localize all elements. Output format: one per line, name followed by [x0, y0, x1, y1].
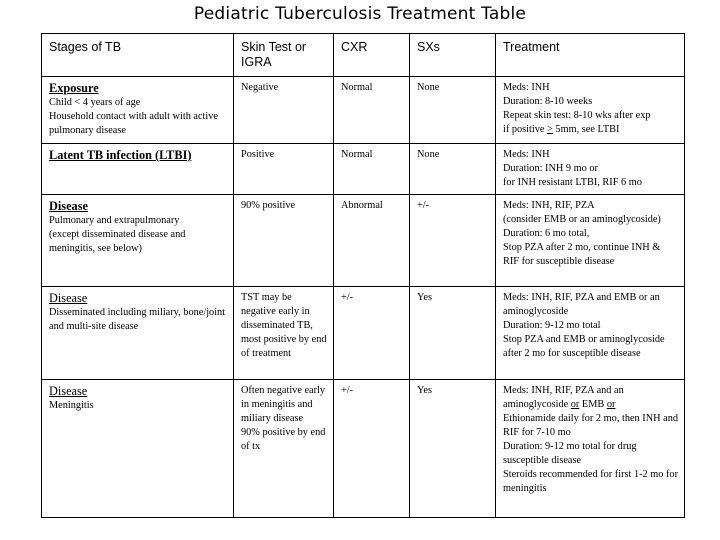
stage-name: Disease — [49, 199, 88, 213]
stage-cell — [42, 195, 234, 287]
table-row-exposure — [42, 77, 685, 144]
treatment-text-mid: EMB — [579, 399, 607, 410]
cxr-cell: Normal — [334, 144, 410, 195]
cxr-cell: +/- — [334, 287, 410, 380]
skin-test-cell: Negative — [234, 77, 334, 144]
treatment-cell: Meds: INH Duration: INH 9 mo or for INH resistant LTBI, RIF 6 mo — [496, 144, 685, 195]
stage-description: Meningitis — [49, 400, 94, 411]
skin-test-cell: 90% positive — [234, 195, 334, 287]
greater-or-equal-symbol: > — [547, 124, 553, 135]
cxr-cell: Abnormal — [334, 195, 410, 287]
stage-name: Latent TB infection (LTBI) — [49, 148, 192, 162]
tb-treatment-table — [41, 33, 685, 518]
or-text: or — [606, 399, 616, 410]
treatment-cell: Meds: INH, RIF, PZA (consider EMB or an aminoglycoside) Duration: 6 mo total, Stop PZA after 2 mo, continue INH & RIF for susceptible disease — [496, 195, 685, 287]
stage-name: Exposure — [49, 81, 99, 95]
skin-test-cell: Often negative early in meningitis and miliary disease 90% positive by end of tx — [234, 380, 334, 518]
sxs-cell: None — [410, 77, 496, 144]
treatment-cell — [496, 380, 685, 518]
stage-name: Disease — [49, 291, 88, 305]
treatment-text: Meds: INH, RIF, PZA and an aminoglycoside — [503, 385, 624, 410]
stage-name: Disease — [49, 384, 88, 398]
stage-description: Child < 4 years of age Household contact with adult with active pulmonary disease — [49, 97, 218, 136]
column-header-sxs: SXs — [410, 34, 496, 77]
skin-test-cell: TST may be negative early in disseminated TB, most positive by end of treatment — [234, 287, 334, 380]
treatment-cell — [496, 77, 685, 144]
table-row-disease-disseminated — [42, 287, 685, 380]
treatment-text-end: Ethionamide daily for 2 mo, then INH and RIF for 7-10 mo Duration: 9-12 mo total for drug susceptible disease Steroids recommended for first 1-2 mo for meningitis — [503, 413, 679, 494]
table-row-disease-pulmonary — [42, 195, 685, 287]
treatment-cell: Meds: INH, RIF, PZA and EMB or an aminoglycoside Duration: 9-12 mo total Stop PZA and EMB or aminoglycoside after 2 mo for susceptible disease — [496, 287, 685, 380]
sxs-cell: +/- — [410, 195, 496, 287]
cxr-cell: Normal — [334, 77, 410, 144]
cxr-cell: +/- — [334, 380, 410, 518]
stage-description: Disseminated including miliary, bone/joint and multi-site disease — [49, 307, 226, 332]
sxs-cell: None — [410, 144, 496, 195]
table-row-ltbi — [42, 144, 685, 195]
table-header-row — [42, 34, 685, 77]
skin-test-cell: Positive — [234, 144, 334, 195]
sxs-cell: Yes — [410, 380, 496, 518]
or-text: or — [570, 399, 580, 410]
page-title: Pediatric Tuberculosis Treatment Table — [193, 4, 527, 24]
column-header-cxr: CXR — [334, 34, 410, 77]
stage-cell — [42, 287, 234, 380]
stage-cell — [42, 77, 234, 144]
column-header-stages: Stages of TB — [42, 34, 234, 77]
treatment-text-end: 5mm, see LTBI — [552, 124, 620, 135]
stage-cell — [42, 380, 234, 518]
table-row-disease-meningitis — [42, 380, 685, 518]
column-header-skin-test: Skin Test or IGRA — [234, 34, 334, 77]
stage-cell — [42, 144, 234, 195]
column-header-treatment: Treatment — [496, 34, 685, 77]
treatment-text: Meds: INH Duration: 8-10 weeks Repeat skin test: 8-10 wks after exp if positive — [503, 82, 651, 135]
sxs-cell: Yes — [410, 287, 496, 380]
stage-description: Pulmonary and extrapulmonary (except disseminated disease and meningitis, see below) — [49, 215, 186, 254]
